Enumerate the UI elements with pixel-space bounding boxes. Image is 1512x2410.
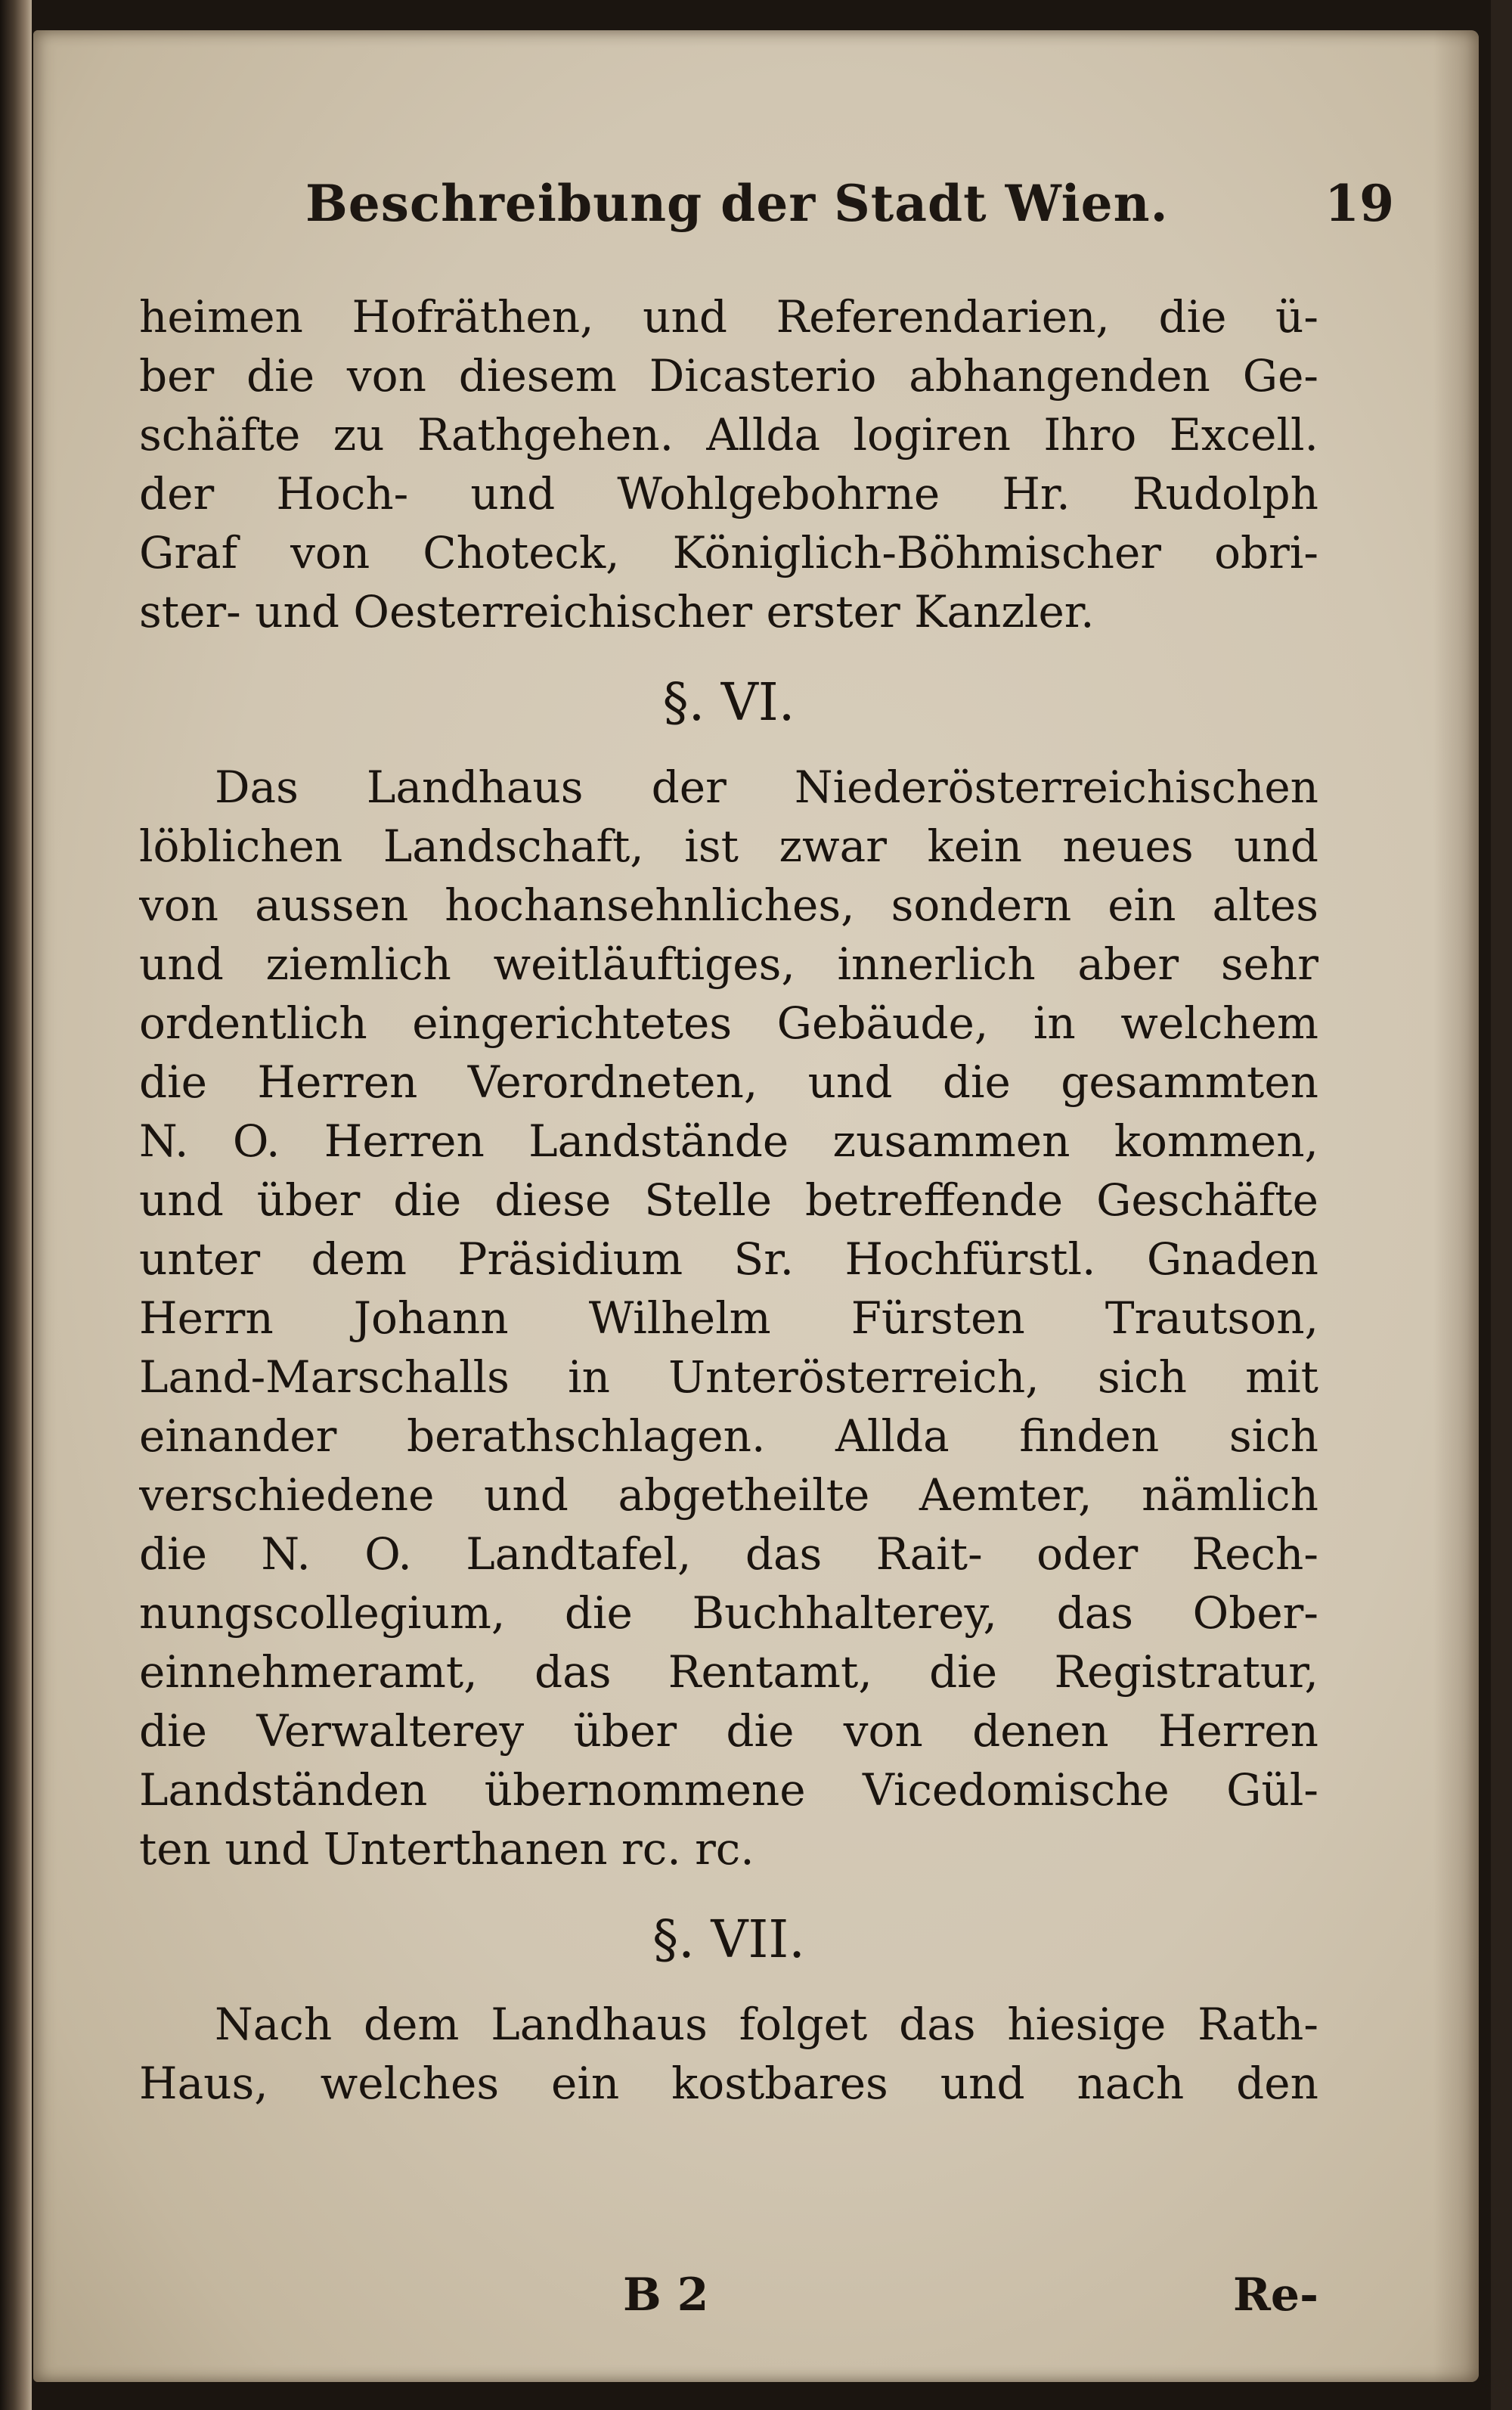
text-line: ordentlich eingerichtetes Gebäude, in welchem xyxy=(139,997,1318,1049)
text-line: und über die diese Stelle betreffende Geschäfte xyxy=(139,1174,1318,1226)
text-line: von aussen hochansehnliches, sondern ein altes xyxy=(139,879,1318,931)
text-line: Herrn Johann Wilhelm Fürsten Trautson, xyxy=(139,1292,1318,1344)
page-footer xyxy=(139,2269,1318,2337)
text-line: schäfte zu Rathgehen. Allda logiren Ihro Excell. xyxy=(139,409,1318,461)
text-line: Landständen übernommene Vicedomische Gül- xyxy=(139,1764,1318,1816)
text-line: die Herren Verordneten, und die gesammten xyxy=(139,1056,1318,1108)
book-page xyxy=(33,30,1479,2382)
text-line: Haus, welches ein kostbares und nach den xyxy=(139,2058,1318,2109)
text-line: Graf von Choteck, Königlich-Böhmischer obri- xyxy=(139,527,1318,578)
running-title: Beschreibung der Stadt Wien. xyxy=(305,174,1169,233)
text-line: die N. O. Landtafel, das Rait- oder Rech- xyxy=(139,1528,1318,1580)
text-line: ber die von diesem Dicasterio abhangenden Ge- xyxy=(139,350,1318,402)
signature-mark: B 2 xyxy=(623,2269,709,2322)
text-line: Das Landhaus der Niederösterreichischen xyxy=(215,761,1318,813)
text-line: ster- und Oesterreichischer erster Kanzler. xyxy=(139,586,1095,637)
text-line: einnehmeramt, das Rentamt, die Registratur, xyxy=(139,1646,1318,1698)
text-line: Nach dem Landhaus folget das hiesige Rath- xyxy=(215,1999,1318,2050)
text-line: heimen Hofräthen, und Referendarien, die ü- xyxy=(139,291,1318,343)
text-line: nungscollegium, die Buchhalterey, das Ober- xyxy=(139,1587,1318,1639)
text-line: einander berathschlagen. Allda finden sich xyxy=(139,1410,1318,1462)
page-shading xyxy=(1433,30,1479,2382)
body-text xyxy=(139,287,1318,2113)
section-heading-vi: §. VI. xyxy=(662,673,795,733)
text-line: der Hoch- und Wohlgebohrne Hr. Rudolph xyxy=(139,468,1318,520)
section-heading-vii: §. VII. xyxy=(652,1910,805,1970)
text-line: Land-Marschalls in Unterösterreich, sich mit xyxy=(139,1351,1318,1403)
page-number: 19 xyxy=(1325,174,1394,233)
text-line: ten und Unterthanen rc. rc. xyxy=(139,1823,754,1875)
text-line: N. O. Herren Landstände zusammen kommen, xyxy=(139,1115,1318,1167)
text-line: und ziemlich weitläuftiges, innerlich aber sehr xyxy=(139,938,1318,990)
text-line: verschiedene und abgetheilte Aemter, nämlich xyxy=(139,1469,1318,1521)
text-line: die Verwalterey über die von denen Herren xyxy=(139,1705,1318,1757)
book-spine-left xyxy=(0,0,32,2410)
text-line: löblichen Landschaft, ist zwar kein neues und xyxy=(139,820,1318,872)
catchword: Re- xyxy=(1233,2269,1318,2322)
text-line: unter dem Präsidium Sr. Hochfürstl. Gnaden xyxy=(139,1233,1318,1285)
page-header xyxy=(305,174,1394,257)
